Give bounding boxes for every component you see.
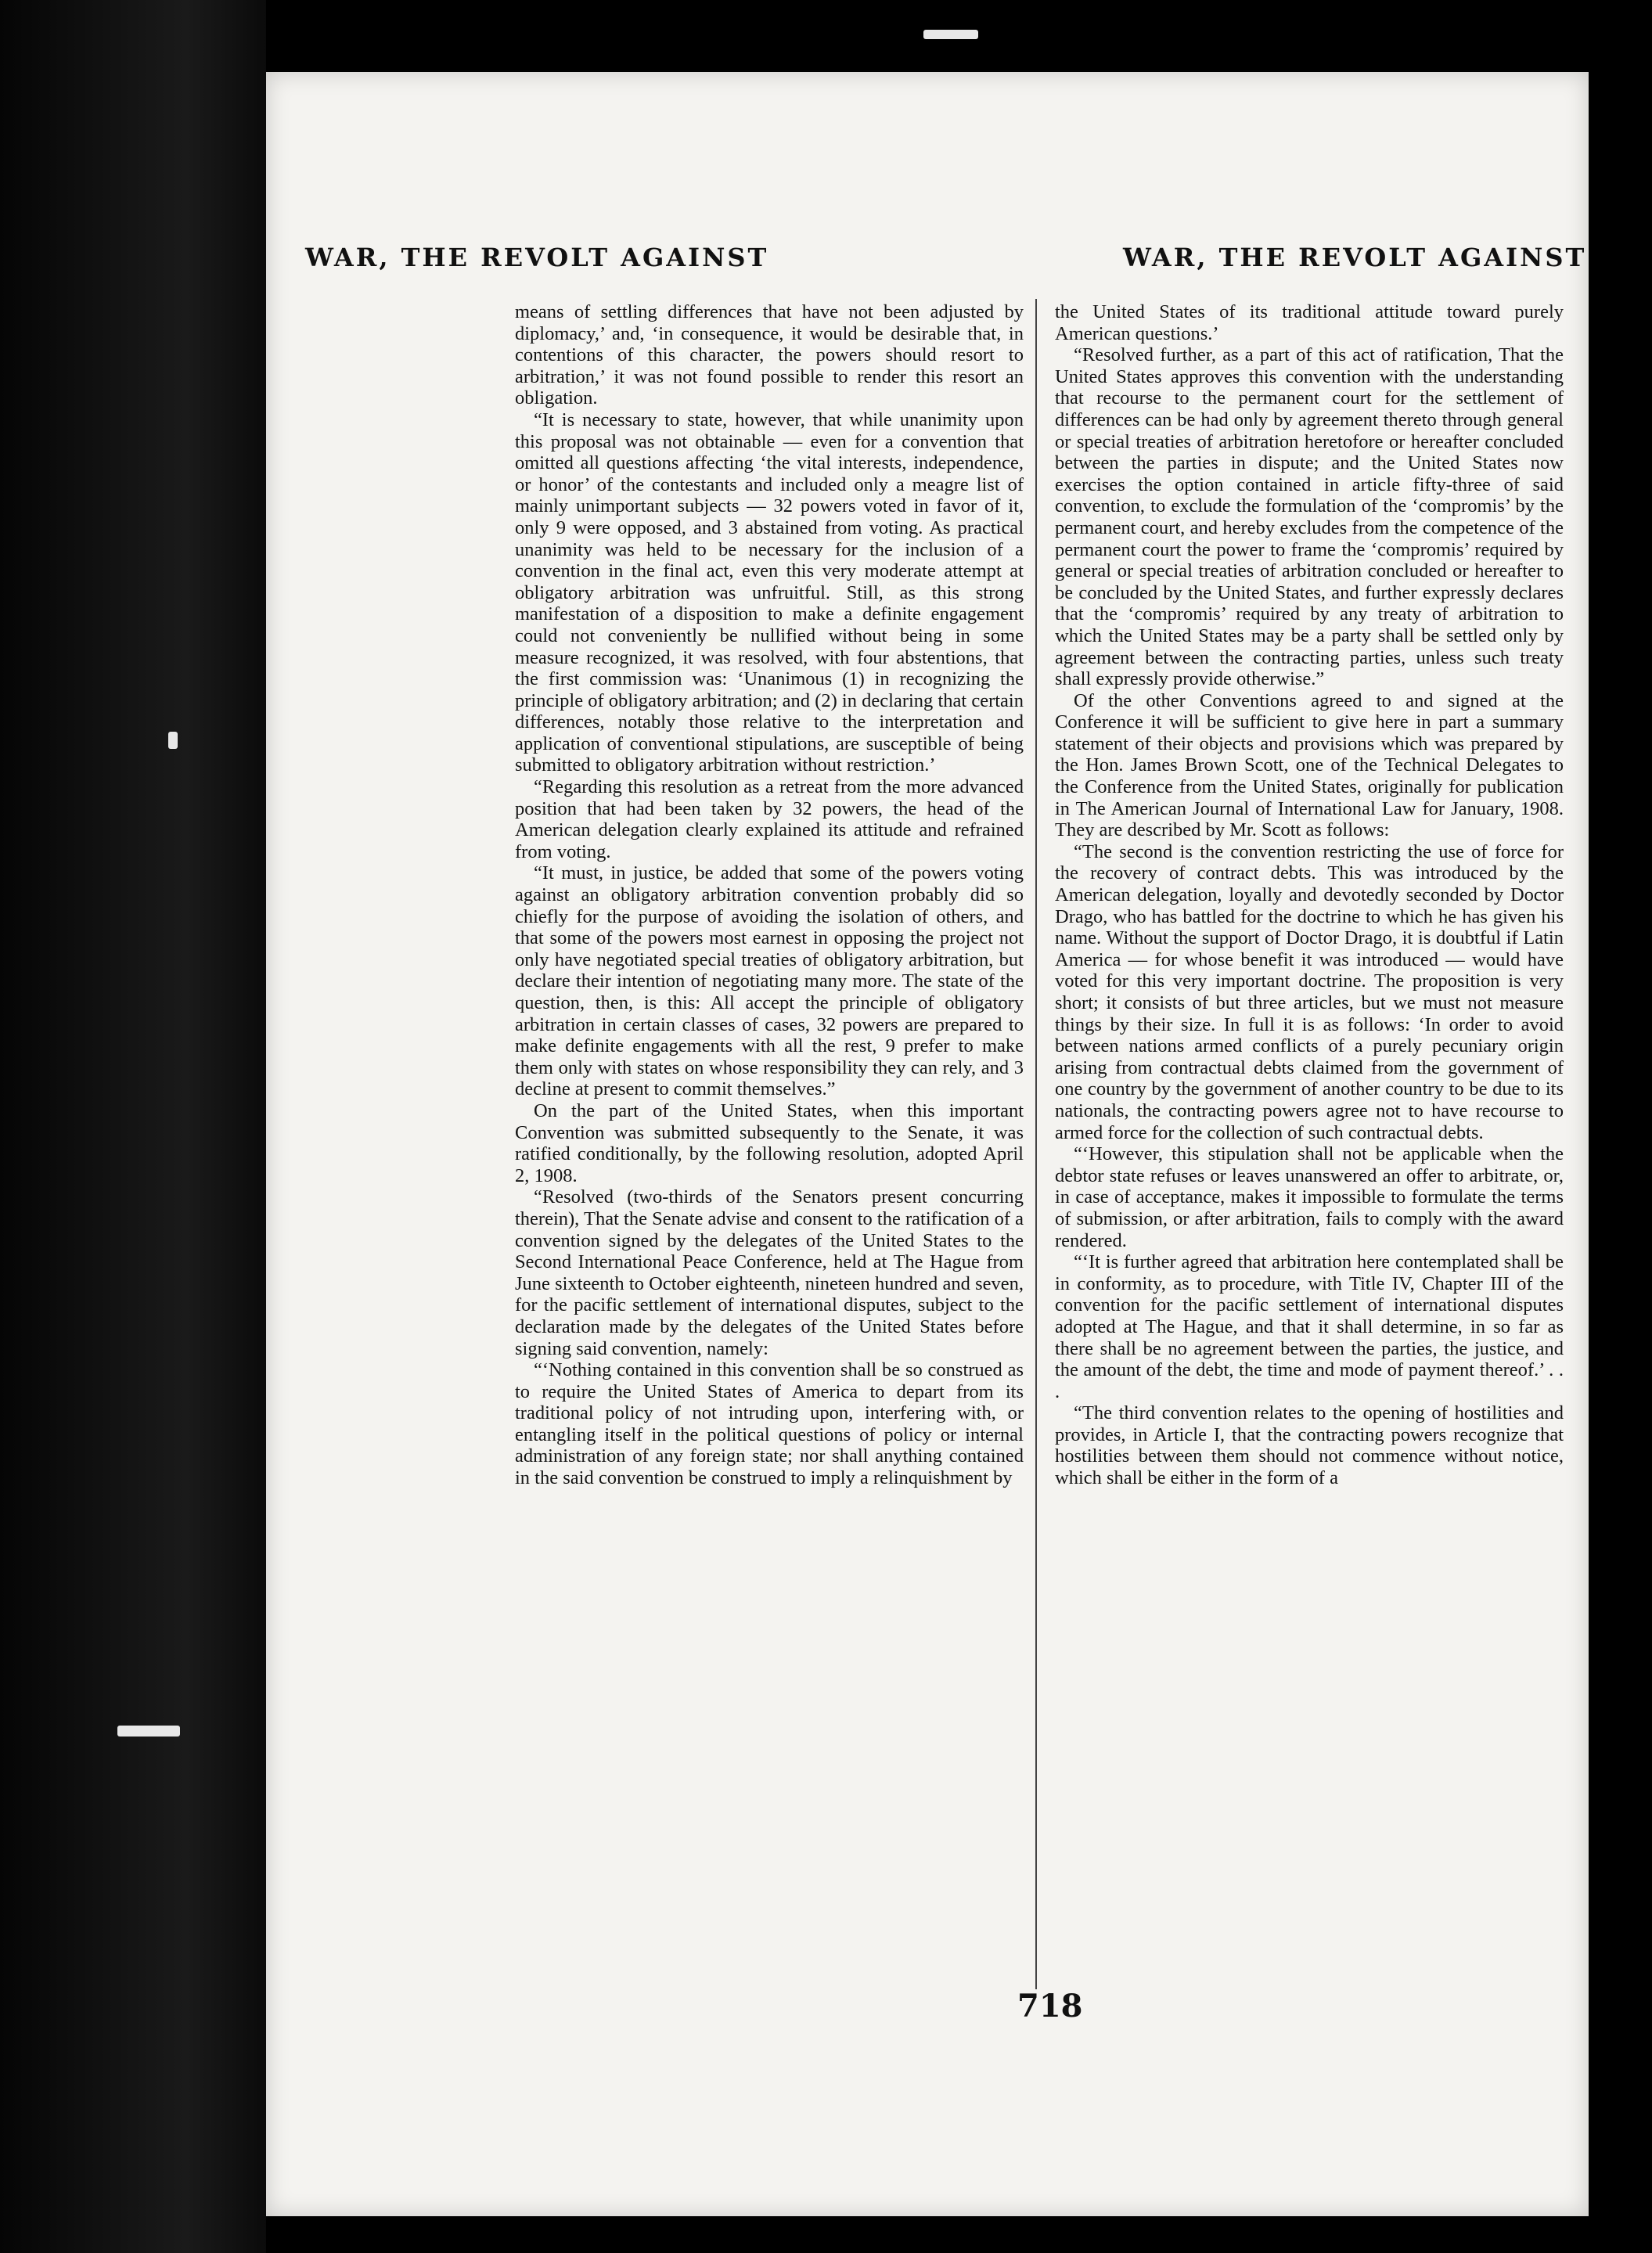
scan-speck	[168, 732, 178, 749]
right-column	[1055, 301, 1564, 1489]
page-number: 718	[1017, 1988, 1083, 2024]
paragraph: “It is necessary to state, however, that while unanimity upon this proposal was not obtainable — even for a convention that omitted all questions affecting ‘the vital interests, independence, or honor’ of the contestants and included only a meagre list of mainly unimportant subjects — 32 powers voted in favor of it, only 9 were opposed, and 3 abstained from voting. As practical unanimity was held to be necessary for the inclusion of a convention in the final act, even this very moderate attempt at obligatory arbitration was unfruitful. Still, as this strong manifestation of a disposition to make a definite engagement could not conveniently be nullified without being in some measure recognized, it was resolved, with four abstentions, that the first commission was: ‘Unanimous (1) in recognizing the principle of obligatory arbitration; and (2) in declaring that certain differences, notably those relative to the interpretation and application of conventional stipulations, are susceptible of being submitted to obligatory arbitration without restriction.’	[515, 408, 1024, 776]
paragraph: “‘However, this stipulation shall not be applicable when the debtor state refuses or leaves unanswered an offer to arbitrate, or, in case of acceptance, makes it impossible to formulate the terms of submission, or after arbitration, fails to comply with the award rendered.	[1055, 1143, 1564, 1251]
running-head-right: WAR, THE REVOLT AGAINST	[1123, 243, 1587, 272]
paragraph: “The third convention relates to the opening of hostilities and provides, in Article I, that the contracting powers recognize that hostilities between them should not commence without notice, which shall be either in the form of a	[1055, 1402, 1564, 1489]
scan-speck	[923, 30, 978, 39]
left-column	[515, 301, 1024, 1489]
running-head-left: WAR, THE REVOLT AGAINST	[305, 243, 769, 272]
paragraph: “Resolved (two-thirds of the Senators present concurring therein), That the Senate advise and consent to the ratification of a convention signed by the delegates of the United States to the Second International Peace Conference, held at The Hague from June sixteenth to October eighteenth, nineteen hundred and seven, for the pacific settlement of international disputes, subject to the declaration made by the delegates of the United States before signing said convention, namely:	[515, 1186, 1024, 1359]
paragraph: means of settling differences that have not been adjusted by diplomacy,’ and, ‘in consequence, it would be desirable that, in contentions of this character, the powers should resort to arbitration,’ it was not found possible to render this resort an obligation.	[515, 301, 1024, 409]
scan-margin	[0, 0, 266, 2253]
column-rule	[1035, 299, 1037, 1989]
paragraph: “Resolved further, as a part of this act of ratification, That the United States approves this convention with the understanding that recourse to the permanent court for the settlement of differences can be had only by agreement thereto through general or special treaties of arbitration heretofore or hereafter concluded between the parties in dispute; and the United States now exercises the option contained in article fifty-three of said convention, to exclude the formulation of the ‘compromis’ by the permanent court, and hereby excludes from the competence of the permanent court the power to frame the ‘compromis’ required by general or special treaties of arbitration concluded or hereafter to be concluded by the United States, and further expressly declares that the ‘compromis’ required by any treaty of arbitration to which the United States may be a party shall be settled only by agreement between the contracting parties, unless such treaty shall expressly provide otherwise.”	[1055, 344, 1564, 690]
paragraph: the United States of its traditional attitude toward purely American questions.’	[1055, 301, 1564, 344]
paragraph: “It must, in justice, be added that some of the powers voting against an obligatory arbitration convention probably did so chiefly for the purpose of avoiding the isolation of others, and that some of the powers most earnest in opposing the project not only have negotiated special treaties of obligatory arbitration, but declare their intention of negotiating many more. The state of the question, then, is this: All accept the principle of obligatory arbitration in certain classes of cases, 32 powers are prepared to make definite engagements with all the rest, 9 prefer to make them only with states on whose responsibility they can rely, and 3 decline at present to commit themselves.”	[515, 862, 1024, 1100]
paragraph: Of the other Conventions agreed to and signed at the Conference it will be sufficient to give here in part a summary statement of their objects and provisions which was prepared by the Hon. James Brown Scott, one of the Technical Delegates to the Conference from the United States, originally for publication in The American Journal of International Law for January, 1908. They are described by Mr. Scott as follows:	[1055, 689, 1564, 841]
paragraph: “‘Nothing contained in this convention shall be so construed as to require the United States of America to depart from its traditional policy of not intruding upon, interfering with, or entangling itself in the political questions of policy or internal administration of any foreign state; nor shall anything contained in the said convention be construed to imply a relinquishment by	[515, 1359, 1024, 1489]
paragraph: On the part of the United States, when this important Convention was submitted subsequently to the Senate, it was ratified conditionally, by the following resolution, adopted April 2, 1908.	[515, 1100, 1024, 1186]
paragraph: “The second is the convention restricting the use of force for the recovery of contract debts. This was introduced by the American delegation, loyally and devotedly seconded by Doctor Drago, who has battled for the doctrine to which he has given his name. Without the support of Doctor Drago, it is doubtful if Latin America — for whose benefit it was introduced — would have voted for this very important doctrine. The proposition is very short; it consists of but three articles, but we must not measure things by their size. In full it is as follows: ‘In order to avoid between nations armed conflicts of a purely pecuniary origin arising from contractual debts claimed from the government of one country by the government of another country to be due to its nationals, the contracting powers agree not to have recourse to armed force for the collection of such contractual debts.	[1055, 840, 1564, 1143]
scan-speck	[117, 1726, 180, 1737]
paragraph: “‘It is further agreed that arbitration here contemplated shall be in conformity, as to procedure, with Title IV, Chapter III of the convention for the pacific settlement of international disputes adopted at The Hague, and that it shall determine, in so far as there shall be no agreement between the parties, the justice, and the amount of the debt, the time and mode of payment thereof.’ . . .	[1055, 1251, 1564, 1402]
paragraph: “Regarding this resolution as a retreat from the more advanced position that had been taken by 32 powers, the head of the American delegation clearly explained its attitude and refrained from voting.	[515, 776, 1024, 862]
